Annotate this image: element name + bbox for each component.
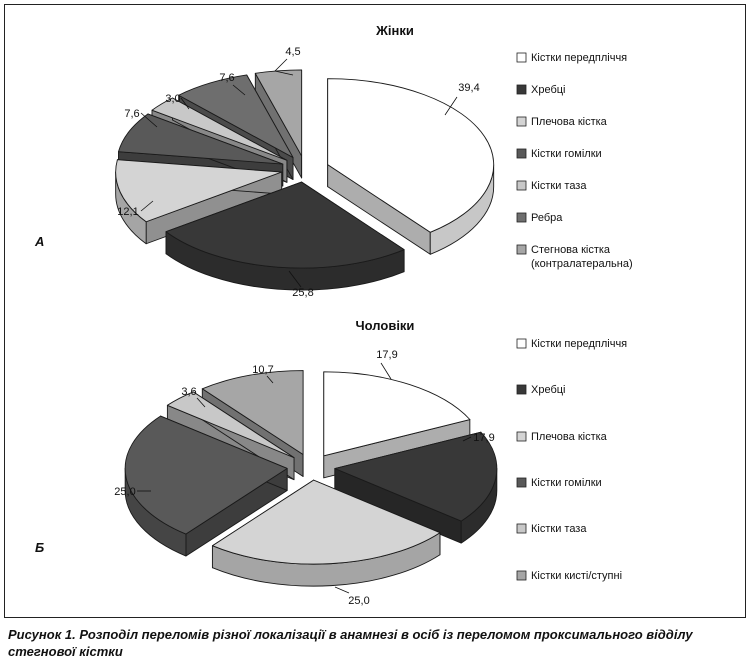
legend-men	[517, 338, 627, 582]
value-label-pelvis-men: 3,6	[181, 386, 197, 398]
legend-label-vertebrae-men: Хребці	[531, 384, 566, 396]
legend-label-pelvis-women: Кістки таза	[531, 180, 587, 192]
legend-swatch-ribs-women	[517, 213, 526, 222]
pie-chart-men	[35, 318, 627, 607]
legend-swatch-pelvis-women	[517, 181, 526, 190]
pie-slices-men	[125, 371, 497, 587]
legend-swatch-shin-women	[517, 149, 526, 158]
value-label-femur-women: 4,5	[285, 46, 301, 58]
legend-label-femur-women-line2: (контралатеральна)	[531, 258, 633, 270]
value-label-forearm-men: 17,9	[376, 349, 398, 361]
legend-swatch-forearm-women	[517, 53, 526, 62]
value-label-hand-men: 10,7	[252, 364, 274, 376]
legend-swatch-vertebrae-men	[517, 385, 526, 394]
leader-line-forearm-men	[381, 363, 391, 379]
value-label-ribs-women: 7,6	[219, 72, 235, 84]
legend-swatch-forearm-men	[517, 339, 526, 348]
legend-swatch-vertebrae-women	[517, 85, 526, 94]
panel-letter-b: Б	[35, 540, 45, 555]
figure-canvas	[5, 5, 747, 619]
panel-letter-a: А	[35, 234, 45, 249]
legend-women	[517, 52, 633, 270]
legend-swatch-humerus-men	[517, 432, 526, 441]
legend-swatch-pelvis-men	[517, 524, 526, 533]
figure-caption: Рисунок 1. Розподіл переломів різної локалізації в анамнезі в осіб із переломом проксимального відділу стегнової кістки	[8, 627, 693, 659]
value-label-humerus-men: 25,0	[348, 595, 370, 607]
chart-title-women: Жінки	[376, 23, 414, 38]
legend-label-vertebrae-women: Хребці	[531, 84, 566, 96]
chart-title-men: Чоловіки	[355, 318, 415, 333]
leader-line-humerus-men	[335, 587, 349, 593]
legend-label-forearm-men: Кістки передпліччя	[531, 338, 628, 350]
legend-swatch-hand-men	[517, 571, 526, 580]
legend-label-hand-men: Кістки кисті/ступні	[531, 570, 623, 582]
legend-label-ribs-women: Ребра	[531, 212, 563, 224]
value-label-pelvis-women: 3,0	[165, 93, 181, 105]
legend-swatch-shin-men	[517, 478, 526, 487]
legend-label-femur-women: Стегнова кістка	[531, 244, 611, 256]
legend-swatch-femur-women	[517, 245, 526, 254]
legend-label-forearm-women: Кістки передпліччя	[531, 52, 628, 64]
value-label-vertebrae-men: 17,9	[473, 432, 495, 444]
value-label-shin-men: 25,0	[114, 486, 136, 498]
legend-swatch-humerus-women	[517, 117, 526, 126]
legend-label-humerus-men: Плечова кістка	[531, 431, 607, 443]
value-label-shin-women: 7,6	[124, 108, 140, 120]
value-label-vertebrae-women: 25,8	[292, 287, 314, 299]
legend-label-shin-women: Кістки гомілки	[531, 148, 602, 160]
legend-label-humerus-women: Плечова кістка	[531, 116, 607, 128]
legend-label-shin-men: Кістки гомілки	[531, 477, 602, 489]
pie-chart-women	[34, 23, 633, 299]
value-label-humerus-women: 12,1	[117, 206, 139, 218]
value-label-forearm-women: 39,4	[458, 82, 480, 94]
figure-frame	[4, 4, 746, 618]
legend-label-pelvis-men: Кістки таза	[531, 523, 587, 535]
